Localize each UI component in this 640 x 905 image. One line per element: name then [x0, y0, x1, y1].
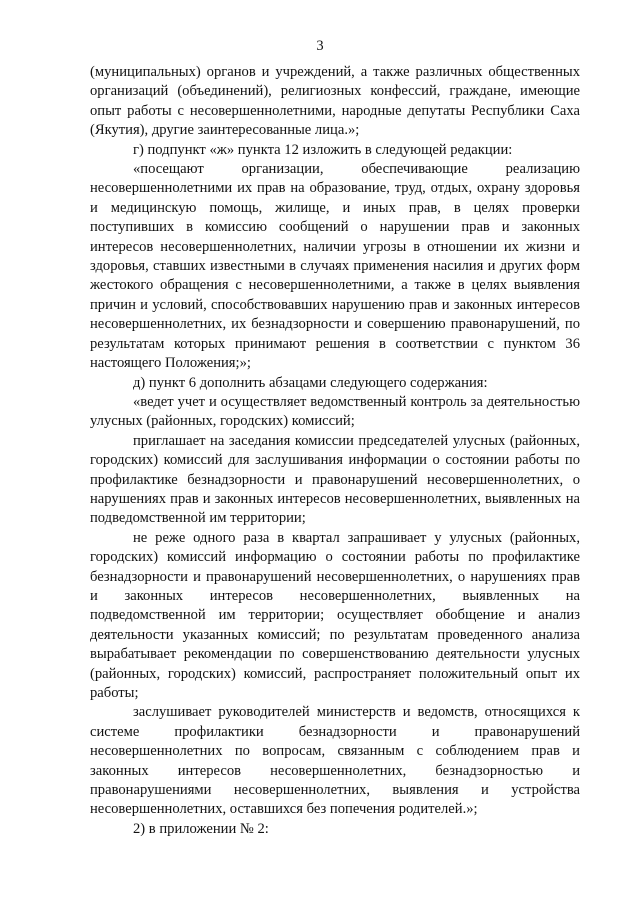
paragraph-record-keeping: «ведет учет и осуществляет ведомственный контроль за деятельностью улусных (районных, городских) комиссий; [90, 393, 580, 430]
paragraph-appendix-2: 2) в приложении № 2: [133, 820, 269, 837]
document-body [90, 63, 580, 839]
paragraph-quarterly-requests: не реже одного раза в квартал запрашивает у улусных (районных, городских) комиссий информацию о состоянии работы по профилактике безнадзорности и правонарушений несовершеннолетних, о нарушениях прав и законных интересов несовершеннолетних, выявленных на подведомственной им территории; осуществляет обобщение и анализ деятельности указанных комиссий; по результатам проведенного анализа вырабатывает рекомендации по совершенствованию деятельности улусных (районных, городских) комиссий, распространяет положительный опыт их работы; [90, 529, 580, 701]
paragraph-hears-ministers: заслушивает руководителей министерств и ведомств, относящихся к системе профилактики безнадзорности и правонарушений несовершеннолетних по вопросам, связанным с соблюдением прав и законных интересов несовершеннолетних, безнадзорностью и правонарушениями несовершеннолетних, выявления и устройства несовершеннолетних, оставшихся без попечения родителей.»; [90, 704, 580, 818]
paragraph-quoted-visits: «посещают организации, обеспечивающие реализацию несовершеннолетними их прав на образование, труд, отдых, охрану здоровья и медицинскую помощь, жилище, и иных прав, в целях проверки поступивших в комиссию сообщений о нарушении прав и законных интересов несовершеннолетних, наличии угрозы в отношении их жизни и здоровья, ставших известными в случаях применения насилия и других форм жестокого обращения с несовершеннолетними, а также в целях выявления причин и условий, способствовавших нарушению прав и законных интересов несовершеннолетних, их безнадзорности и совершению правонарушений, по результатам которых принимают решения в соответствии с пунктом 36 настоящего Положения;»; [90, 161, 580, 372]
paragraph-invites-chairs: приглашает на заседания комиссии председателей улусных (районных, городских) комиссий для заслушивания информации о состоянии работы по профилактике безнадзорности и правонарушений несовершеннолетних, о нарушениях прав и законных интересов несовершеннолетних, выявленных на подведомственной им территории; [90, 432, 580, 527]
paragraph-subitem-d: д) пункт 6 дополнить абзацами следующего содержания: [133, 374, 488, 391]
paragraph-subitem-g: г) подпункт «ж» пункта 12 изложить в следующей редакции: [133, 141, 513, 158]
page-number: 3 [316, 38, 324, 54]
paragraph-continuation: (муниципальных) органов и учреждений, а также различных общественных организаций (объединений), религиозных конфессий, граждане, имеющие опыт работы с несовершеннолетними, народные депутаты Республики Саха (Якутия), другие заинтересованные лица.»; [90, 64, 580, 139]
